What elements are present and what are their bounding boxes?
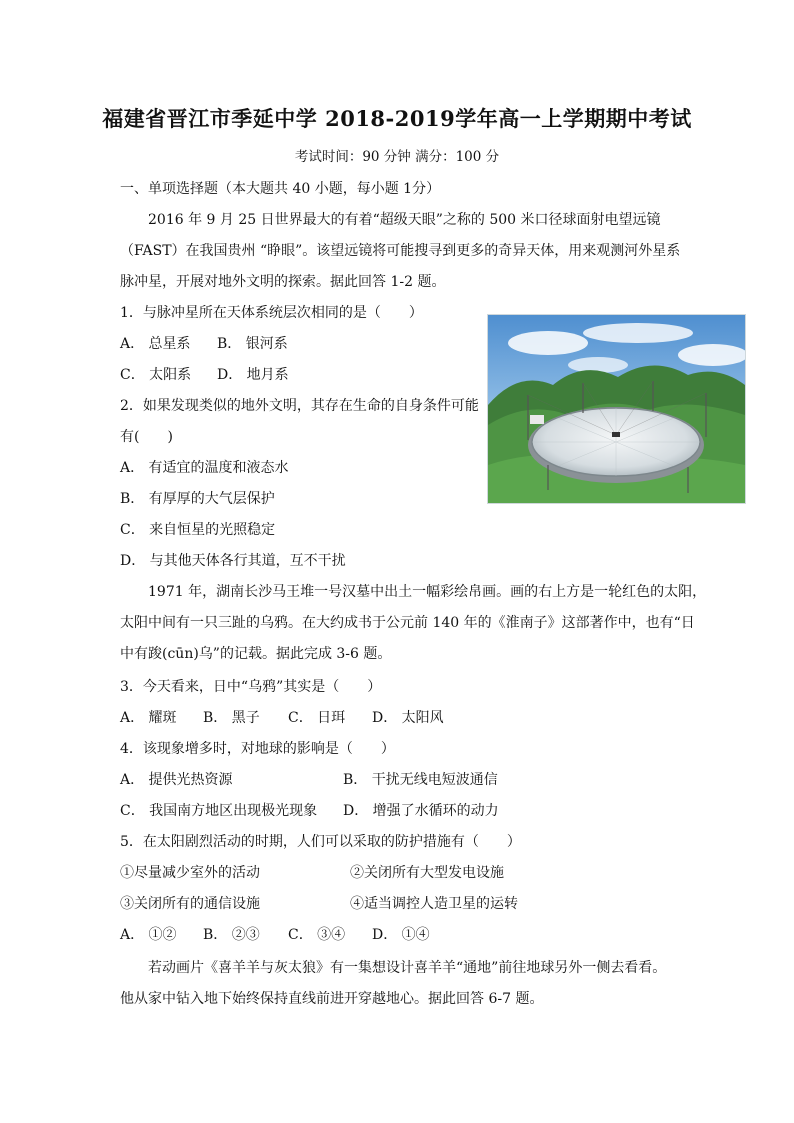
option-b: B． 银河系 xyxy=(217,336,288,352)
intro-paragraph-line: 2016 年 9 月 25 日世界最大的有着“超级天眼”之称的 500 米口径球面射电望远镜 xyxy=(148,212,661,228)
option-d: D． ①④ xyxy=(372,927,430,943)
option-a: A． 总星系 xyxy=(120,336,191,352)
question-1-stem: 1．与脉冲星所在天体系统层次相同的是（ ） xyxy=(120,305,423,321)
option-d: D． 地月系 xyxy=(217,367,289,383)
option-c: C． 日珥 xyxy=(288,710,346,726)
statement-1: ①尽量减少室外的活动 xyxy=(120,865,260,881)
question-2-stem: 2．如果发现类似的地外文明，其存在生命的自身条件可能 xyxy=(120,398,479,414)
option-a: A． 有适宜的温度和液态水 xyxy=(120,460,289,476)
question-2-stem-cont: 有( ) xyxy=(120,429,173,445)
intro-paragraph-line: 1971 年，湖南长沙马王堆一号汉墓中出土一幅彩绘帛画。画的右上方是一轮红色的太阳， xyxy=(148,584,707,600)
option-c: C． 我国南方地区出现极光现象 xyxy=(120,803,318,819)
statement-2: ②关闭所有大型发电设施 xyxy=(350,865,504,881)
option-a: A． ①② xyxy=(120,927,177,943)
option-b: B． 有厚厚的大气层保护 xyxy=(120,491,275,507)
intro-paragraph-line: 若动画片《喜羊羊与灰太狼》有一集想设计喜羊羊“通地”前往地球另外一侧去看看。 xyxy=(148,960,667,976)
question-5-stem: 5．在太阳剧烈活动的时期，人们可以采取的防护措施有（ ） xyxy=(120,834,521,850)
statement-4: ④适当调控人造卫星的运转 xyxy=(350,896,518,912)
question-3-stem: 3．今天看来，日中“乌鸦”其实是（ ） xyxy=(120,679,382,695)
option-a: A． 耀斑 xyxy=(120,710,177,726)
exam-info: 考试时间：90 分钟 满分：100 分 xyxy=(294,149,500,165)
option-c: C． 太阳系 xyxy=(120,367,192,383)
option-b: B． 黑子 xyxy=(203,710,260,726)
intro-paragraph-line: 脉冲星，开展对地外文明的探索。据此回答 1-2 题。 xyxy=(120,274,446,290)
option-b: B． ②③ xyxy=(203,927,260,943)
option-d: D． 增强了水循环的动力 xyxy=(343,803,499,819)
page-title: 福建省晋江市季延中学 2018-2019学年高一上学期期中考试 xyxy=(102,106,692,131)
intro-paragraph-line: （FAST）在我国贵州 “睁眼”。该望远镜将可能搜寻到更多的奇异天体，用来观测河外星系 xyxy=(120,243,681,259)
intro-paragraph-line: 太阳中间有一只三趾的乌鸦。在大约成书于公元前 140 年的《淮南子》这部著作中，也有“日 xyxy=(120,615,695,631)
section-heading: 一、单项选择题（本大题共 40 小题，每小题 1分） xyxy=(120,181,441,197)
option-a: A． 提供光热资源 xyxy=(120,772,233,788)
option-d: D． 太阳风 xyxy=(372,710,444,726)
option-b: B． 干扰无线电短波通信 xyxy=(343,772,498,788)
intro-paragraph-line: 他从家中钻入地下始终保持直线前进开穿越地心。据此回答 6-7 题。 xyxy=(120,991,544,1007)
option-c: C． 来自恒星的光照稳定 xyxy=(120,522,276,538)
statement-3: ③关闭所有的通信设施 xyxy=(120,896,260,912)
option-d: D． 与其他天体各行其道，互不干扰 xyxy=(120,553,346,569)
option-c: C． ③④ xyxy=(288,927,346,943)
intro-paragraph-line: 中有踆(cūn)乌”的记载。据此完成 3-6 题。 xyxy=(120,646,392,662)
question-4-stem: 4．该现象增多时，对地球的影响是（ ） xyxy=(120,741,395,757)
fast-telescope-photo xyxy=(487,314,746,504)
